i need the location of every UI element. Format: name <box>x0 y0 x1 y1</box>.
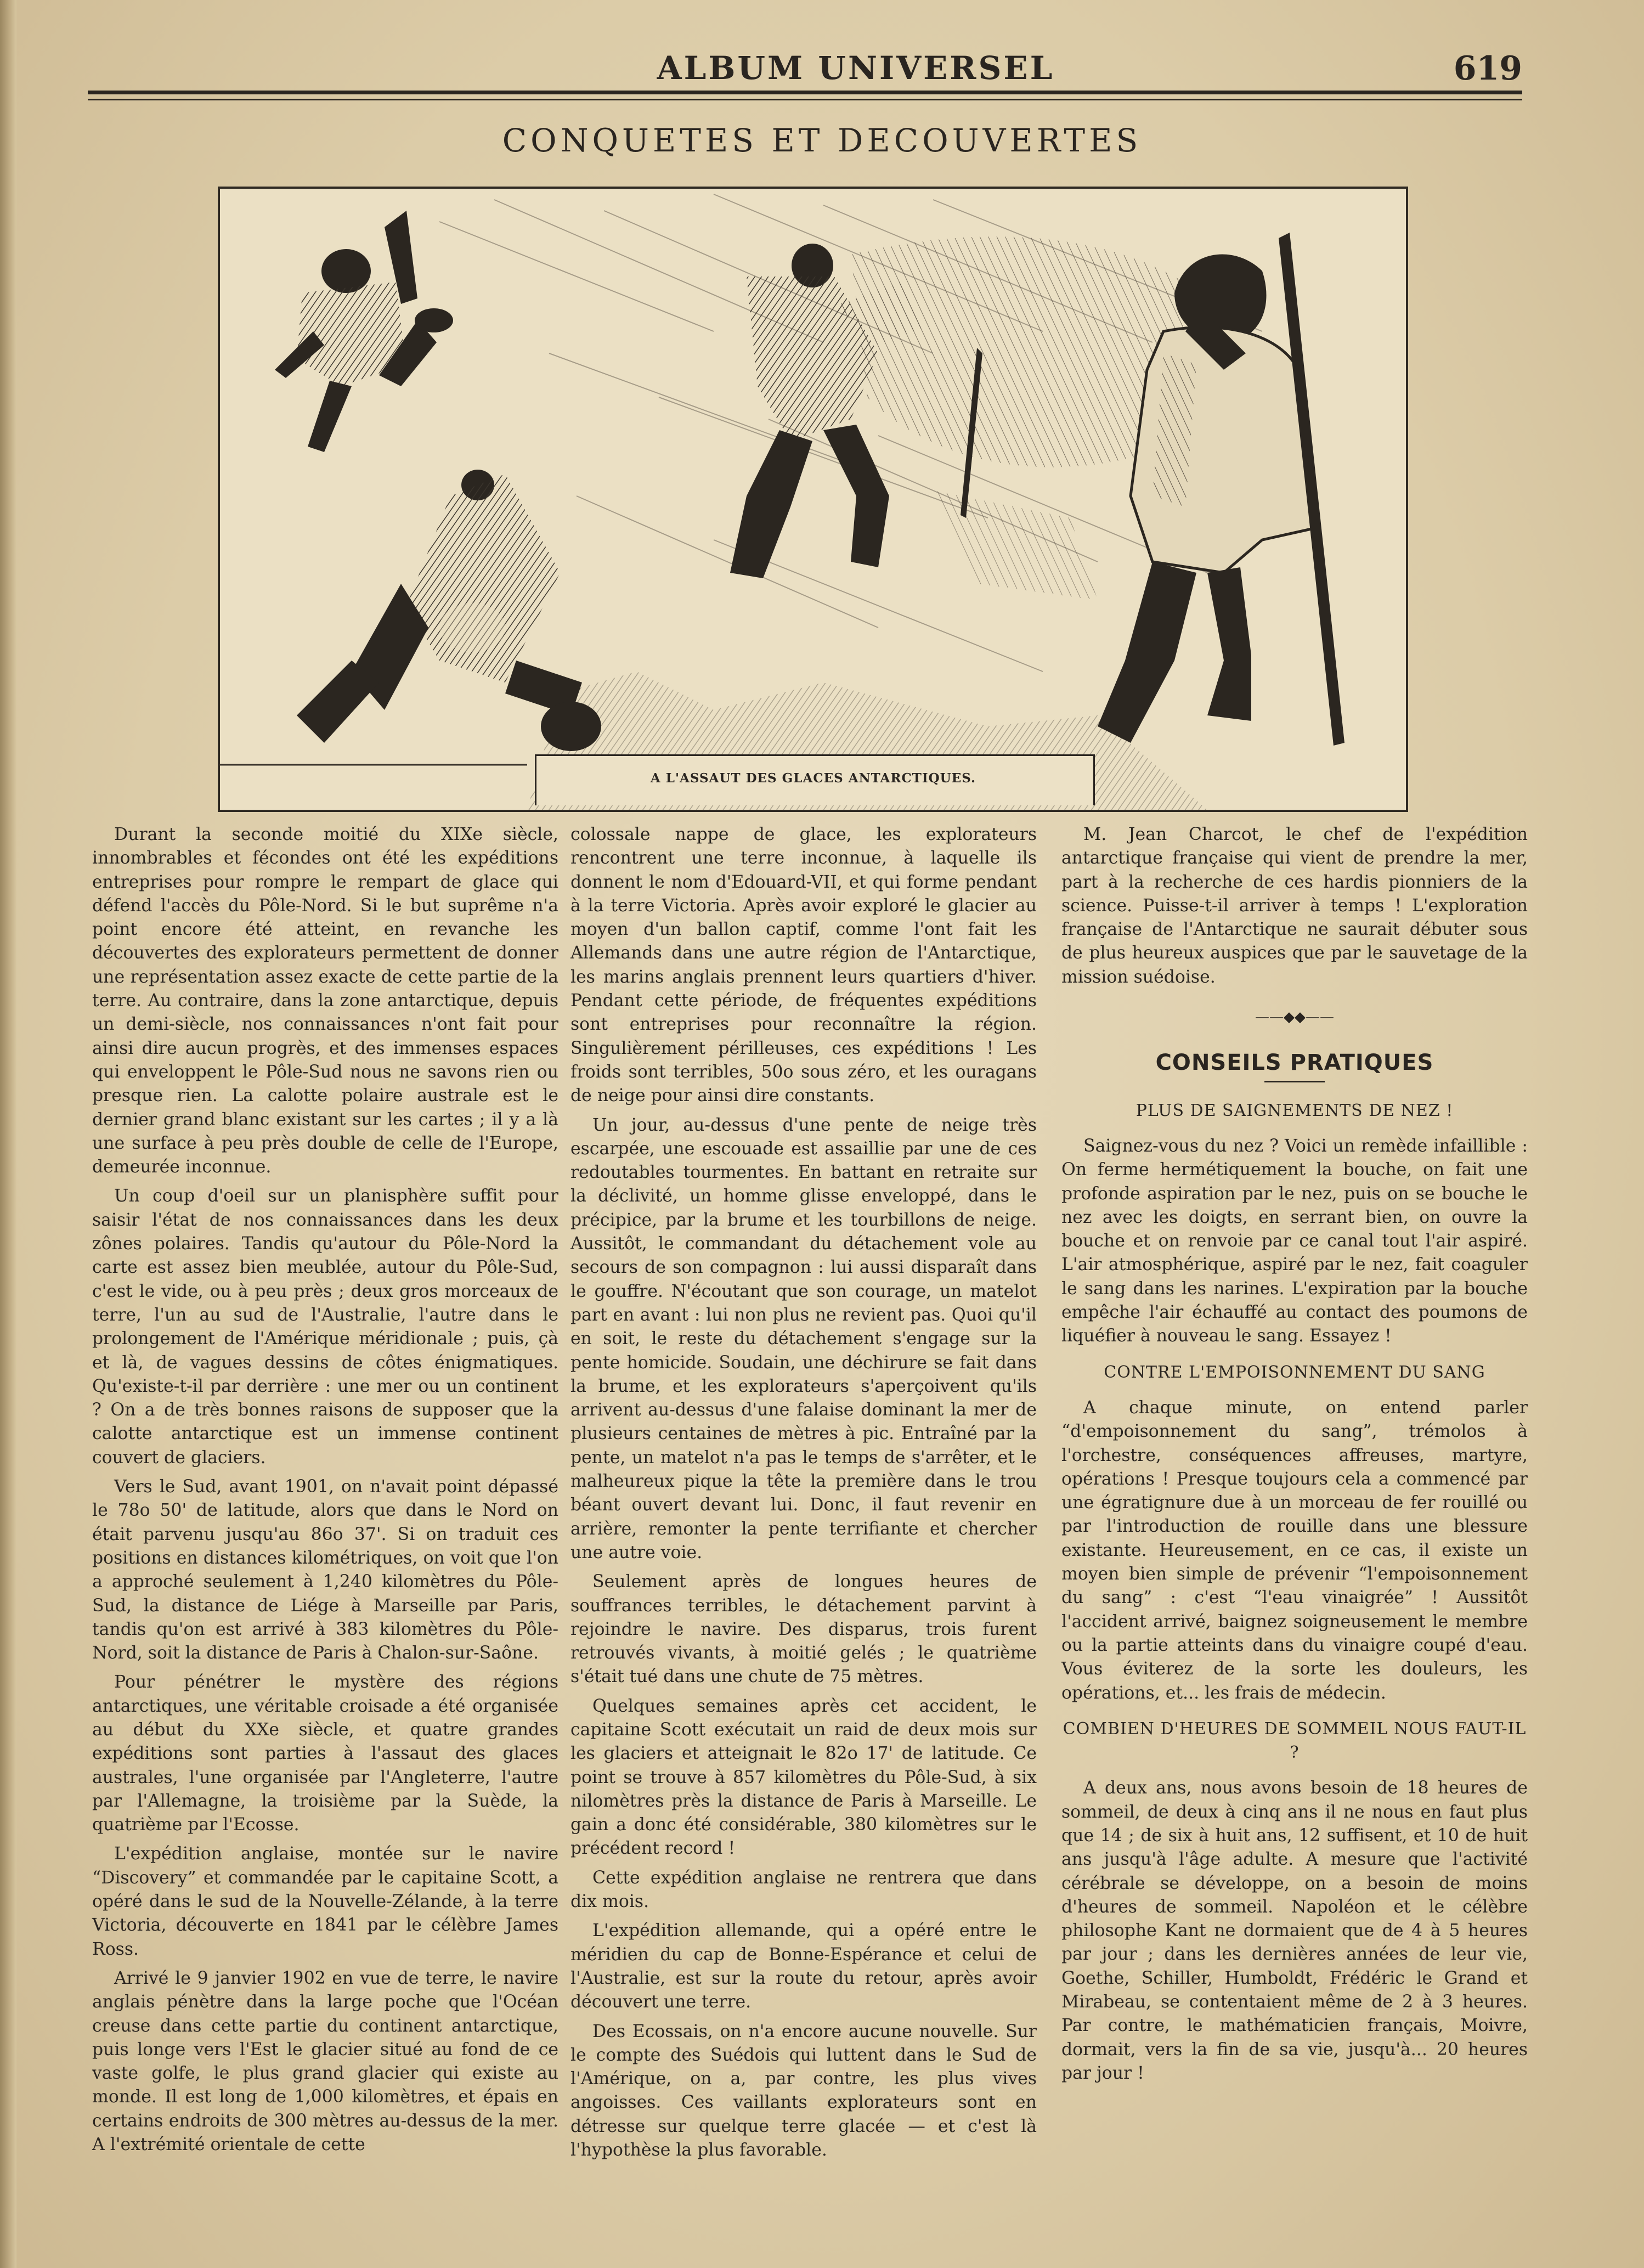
article-paragraph: colossale nappe de glace, les explorateurs rencontrent une terre inconnue, à laquelle ils donnent le nom d'Edouard-VII, et qui forme pendant à la terre Victoria. Après avoir exploré le glacier au moyen d'un ballon captif, comme l'ont fait les Allemands dans une autre région de l'Antarctique, les marins anglais prennent leurs quartiers d'hiver. Pendant cette période, de fréquentes expéditions sont entreprises pour reconnaître la région. Singulièrement périlleuses, ces expéditions ! Les froids sont terribles, 50o sous zéro, et les ouragans de neige pour ainsi dire constants. <box>570 825 1037 1106</box>
article-column-2 <box>570 823 1037 2168</box>
article-paragraph: Arrivé le 9 janvier 1902 en vue de terre, le navire anglais pénètre dans la large poche que l'Océan creuse dans cette partie du continent antarctique, puis longe vers l'Est le glacier situé au fond de ce vaste golfe, le plus grand glacier qui existe au monde. Il est long de 1,000 kilomètres, et épais en certains endroits de 300 mètres au-dessus de la mer. A l'extrémité orientale de cette <box>92 1968 558 2155</box>
antarctic-storm-engraving <box>220 189 1406 810</box>
subsection-heading: COMBIEN D'HEURES DE SOMMEIL NOUS FAUT-IL ? <box>1063 1719 1527 1763</box>
header-rule-thin <box>88 99 1522 100</box>
subsection-heading: CONTRE L'EMPOISONNEMENT DU SANG <box>1104 1362 1485 1382</box>
subsection-text: Saignez-vous du nez ? Voici un remède infaillible : On ferme hermétiquement la bouche, on fait une profonde aspiration par le nez, puis on se bouche le nez avec les doigts, en serrant bien, on ouvre la bouche et on renvoie par ce canal tout l'air aspiré. L'air atmosphérique, aspiré par le nez, fait coaguler le sang dans les narines. L'expiration par la bouche empêche l'air échauffé au contact des poumons de liquéfier à nouveau le sang. Essayez ! <box>1061 1136 1528 1346</box>
article-paragraph: Seulement après de longues heures de souffrances terribles, le détachement parvint à rejoindre le navire. Des disparus, trois furent retrouvés vivants, à moitié gelés ; le quatrième s'était tué dans une chute de 75 mètres. <box>570 1572 1037 1687</box>
article-paragraph: M. Jean Charcot, le chef de l'expédition antarctique française qui vient de prendre la mer, part à la recherche de ces hardis pionniers de la science. Puisse-t-il arriver à temps ! L'exploration française de l'Antarctique ne saurait débuter sous de plus heureux auspices que par le sauvetage de la mission suédoise. <box>1061 825 1528 987</box>
article-paragraph: Un coup d'oeil sur un planisphère suffit pour saisir l'état de nos connaissances dans les deux zônes polaires. Tandis qu'autour du Pôle-Nord la carte est assez bien meublée, autour du Pôle-Sud, c'est le vide, ou à peu près ; deux gros morceaux de terre, l'un au sud de l'Australie, l'autre dans le prolongement de l'Amérique méridionale ; puis, çà et là, de vagues dessins de côtes énigmatiques. Qu'existe-t-il par derrière : une mer ou un continent ? On a de très bonnes raisons de supposer que la calotte antarctique est un immense continent couvert de glaciers. <box>92 1186 558 1468</box>
article-paragraph: Durant la seconde moitié du XIXe siècle, innombrables et fécondes ont été les expéditions entreprises pour rompre le rempart de glace qui défend l'accès du Pôle-Nord. Si le but suprême n'a point encore été atteint, en revanche les découvertes des explorateurs permettent de donner une représentation assez exacte de cette partie de la terre. Au contraire, dans la zone antarctique, depuis un demi-siècle, nos connaissances n'ont fait pour ainsi dire aucun progrès, et des immenses espaces qui enveloppent le Pôle-Sud nous ne savons rien ou presque rien. La calotte polaire australe est le dernier grand blanc existant sur les cartes ; il y a là une surface à peu près double de celle de l'Europe, demeurée inconnue. <box>92 825 558 1177</box>
article-paragraph: L'expédition allemande, qui a opéré entre le méridien du cap de Bonne-Espérance et celui de l'Australie, est sur la route du retour, après avoir découvert une terre. <box>570 1921 1037 2012</box>
subsection-heading: PLUS DE SAIGNEMENTS DE NEZ ! <box>1135 1101 1454 1120</box>
engraving-illustration <box>218 187 1408 812</box>
binding-edge <box>0 0 16 2268</box>
article-paragraph: Pour pénétrer le mystère des régions antarctiques, une véritable croisade a été organisée au début du XXe siècle, et quatre grandes expéditions sont parties à l'assaut des glaces australes, l'une organisée par l'Angleterre, l'autre par l'Allemagne, la troisième par la Suède, la quatrième par l'Ecosse. <box>92 1672 558 1835</box>
ornament-divider: ——◆◆—— <box>1255 1009 1334 1026</box>
journal-title: ALBUM UNIVERSEL <box>657 49 1055 87</box>
article-paragraph: Vers le Sud, avant 1901, on n'avait point dépassé le 78o 50' de latitude, alors que dans le Nord on était parvenu jusqu'au 86o 37'. Si on traduit ces positions en distances kilométriques, on voit que l'on a approché seulement à 1,240 kilomètres du Pôle-Sud, la distance de Liége à Marseille par Paris, tandis qu'on est arrivé à 383 kilomètres du Pôle-Nord, soit la distance de Paris à Chalon-sur-Saône. <box>92 1477 558 1663</box>
article-paragraph: L'expédition anglaise, montée sur le navire “Discovery” et commandée par le capitaine Scott, a opéré dans le sud de la Nouvelle-Zélande, à la terre Victoria, découverte en 1841 par le célèbre James Ross. <box>92 1844 558 1959</box>
subsection-text: A deux ans, nous avons besoin de 18 heures de sommeil, de deux à cinq ans il ne nous en faut plus que 14 ; de six à huit ans, 12 suffisent, et 10 de huit ans jusqu'à l'âge adulte. A mesure que l'activité cérébrale se développe, on a besoin de moins d'heures de sommeil. Napoléon et le célèbre philosophe Kant ne dormaient que de 4 à 5 heures par jour ; dans les dernières années de leur vie, Goethe, Schiller, Humboldt, Frédéric le Grand et Mirabeau, se contentaient même de 2 à 3 heures. Par contre, le mathématicien français, Moivre, dormait, vers la fin de sa vie, jusqu'à... 20 heures par jour ! <box>1061 1778 1528 2083</box>
page-header <box>88 49 1522 93</box>
header-rule <box>88 91 1522 94</box>
illustration-caption: A L'ASSAUT DES GLACES ANTARCTIQUES. <box>650 771 976 786</box>
article-paragraph: Des Ecossais, on n'a encore aucune nouvelle. Sur le compte des Suédois qui luttent dans le Sud de l'Amérique, on a, par contre, les plus vives angoisses. Ces vaillants explorateurs sont en détresse sur quelque terre glacée — et c'est là l'hypothèse la plus favorable. <box>570 2021 1037 2160</box>
article-column-3 <box>1061 823 1528 2091</box>
article-paragraph: Cette expédition anglaise ne rentrera que dans dix mois. <box>570 1868 1037 1912</box>
article-paragraph: Quelques semaines après cet accident, le capitaine Scott exécutait un raid de deux mois sur les glaciers et atteignait le 82o 17' de latitude. Ce point se trouve à 857 kilomètres du Pôle-Sud, à six nilomètres près la distance de Paris à Marseille. Le gain a donc été considérable, 380 kilomètres sur le précédent record ! <box>570 1696 1037 1859</box>
conseils-title: CONSEILS PRATIQUES <box>1155 1050 1434 1076</box>
article-column-1 <box>92 823 558 2162</box>
page-number: 619 <box>1453 49 1522 88</box>
title-rule <box>1264 1081 1325 1082</box>
article-paragraph: Un jour, au-dessus d'une pente de neige très escarpée, une escouade est assaillie par une de ces redoutables tourmentes. En battant en retraite sur la déclivité, un homme glisse enveloppé, dans le précipice, par la brume et les tourbillons de neige. Aussitôt, le commandant du détachement vole au secours de son compagnon : lui aussi disparaît dans le gouffre. N'écoutant que son courage, un matelot part en avant : lui non plus ne revient pas. Quoi qu'il en soit, le reste du détachement s'engage sur la pente homicide. Soudain, une déchirure se fait dans la brume, et les explorateurs s'aperçoivent qu'ils arrivent au-dessus d'une falaise dominant la mer de plusieurs centaines de mètres à pic. Entraîné par la pente, un matelot n'a pas le temps de s'arrêter, et le malheureux pique la tête la première dans le trou béant ouvert devant lui. Donc, il faut revenir en arrière, remonter la pente terrifiante et chercher une autre voie. <box>570 1115 1037 1562</box>
section-heading: CONQUETES ET DECOUVERTES <box>502 122 1142 159</box>
subsection-text: A chaque minute, on entend parler “d'empoisonnement du sang”, trémolos à l'orchestre, conséquences affreuses, martyre, opérations ! Presque toujours cela a commencé par une égratignure due à un morceau de fer rouillé ou par l'introduction de rouille dans une blessure existante. Heureusement, en ce cas, il existe un moyen bien simple de prévenir “l'empoisonnement du sang” : c'est “l'eau vinaigrée” ! Aussitôt l'accident arrivé, baignez soigneusement le membre ou la partie atteints dans du vinaigre coupé d'eau. Vous éviterez de la sorte les douleurs, les opérations, et... les frais de médecin. <box>1061 1397 1528 1703</box>
